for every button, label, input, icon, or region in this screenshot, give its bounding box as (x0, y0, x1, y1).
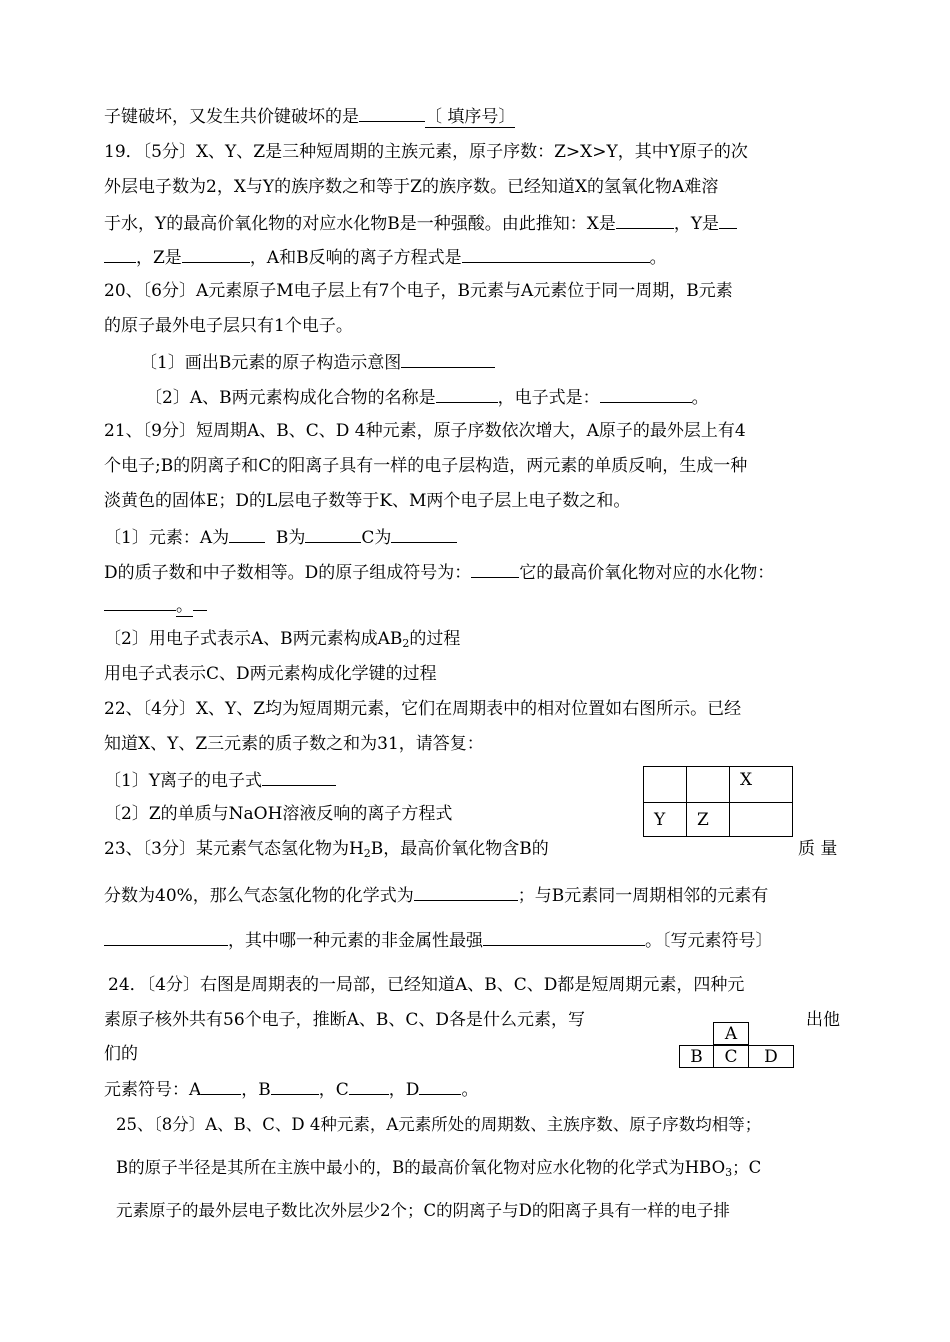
answer-blank[interactable] (719, 211, 737, 229)
text: 。 (691, 388, 709, 408)
text: 于水，Y的最高价氧化物的对应水化物B是一种强酸。由此推知：X是 (104, 214, 616, 234)
answer-blank[interactable] (462, 245, 650, 263)
q24-line-2-tail: 出他 (806, 1010, 840, 1030)
text: 的过程 (409, 629, 461, 649)
answer-blank[interactable] (414, 883, 518, 901)
text: D的质子数和中子数相等。D的原子组成符号为： (104, 563, 472, 583)
cell-text: C (724, 1046, 738, 1067)
answer-blank[interactable] (182, 245, 250, 263)
cell-z (687, 803, 730, 837)
text: 子键破坏，又发生共价键破坏的是 (104, 107, 359, 127)
q24-line-3: 们的 (104, 1044, 138, 1064)
answer-blank[interactable] (359, 104, 425, 122)
cell-d (749, 1046, 794, 1068)
text: ，D (388, 1080, 420, 1100)
q19-line-1: 19．〔5分〕X、Y、Z是三种短周期的主族元素，原子序数：Z>X>Y，其中Y原子的次 (104, 142, 748, 162)
text: 〔2〕A、B两元素构成化合物的名称是 (145, 388, 436, 408)
q21-line-5 (104, 560, 774, 584)
q22-line-3 (104, 768, 336, 792)
q23-line-1 (104, 838, 549, 865)
q19-line-4 (104, 245, 667, 269)
periodic-table-fragment-22 (643, 766, 793, 837)
text: ，A和B反响的离子方程式是 (249, 248, 462, 268)
q24-line-4 (104, 1077, 478, 1101)
answer-blank[interactable] (229, 525, 265, 543)
text: 〔1〕元素：A为 (104, 528, 230, 548)
answer-blank[interactable] (600, 385, 692, 403)
q20-line-3 (140, 350, 495, 374)
text: ，其中哪一种元素的非金属性最强 (228, 931, 483, 951)
q22-line-1: 22、〔4分〕X、Y、Z均为短周期元素，它们在周期表中的相对位置如右图所示。已经 (104, 699, 742, 719)
answer-blank[interactable] (201, 1077, 241, 1095)
cell-text: D (764, 1046, 778, 1067)
answer-blank[interactable] (471, 560, 519, 578)
cell (687, 767, 730, 803)
cell-x (730, 767, 793, 803)
text: B为 (275, 528, 306, 548)
q25-line-2 (116, 1157, 761, 1184)
q22-line-2: 知道X、Y、Z三元素的质子数之和为31，请答复： (104, 734, 484, 754)
answer-blank[interactable] (616, 211, 674, 229)
text: ，电子式是： (497, 388, 600, 408)
text: ，B (241, 1080, 271, 1100)
q21-line-1: 21、〔9分〕短周期A、B、C、D 4种元素，原子序数依次增大，A原子的最外层上有4 (104, 421, 746, 441)
cell (730, 803, 793, 837)
answer-blank[interactable] (483, 928, 645, 946)
text: ；与B元素同一周期相邻的元素有 (517, 886, 769, 906)
q25-line-3: 元素原子的最外层电子数比次外层少2个；C的阴离子与D的阳离子具有一样的电子排 (116, 1201, 730, 1220)
answer-blank[interactable] (419, 1077, 461, 1095)
text: 。〔写元素符号〕 (645, 931, 773, 951)
text: B，最高价氧化物含B的 (370, 839, 549, 859)
cell-text: Y (654, 809, 666, 830)
cell-a (714, 1023, 749, 1045)
text: 。 (176, 596, 193, 616)
cell-text: Z (697, 809, 709, 830)
text: ，Z是 (136, 248, 182, 268)
text: 元素符号：A (104, 1080, 202, 1100)
answer-blank[interactable] (436, 385, 498, 403)
text: 。 (461, 1080, 479, 1100)
text: 23、〔3分〕某元素气态氢化物为H (104, 839, 364, 859)
q23-line-3 (104, 928, 773, 952)
text: B的原子半径是其所在主族中最小的，B的最高价氧化物对应水化物的化学式为HBO (116, 1158, 726, 1177)
text: 〔1〕Y离子的电子式 (104, 771, 263, 791)
q20-line-4 (145, 385, 709, 409)
text: 〔1〕画出B元素的原子构造示意图 (140, 353, 402, 373)
answer-blank[interactable] (104, 928, 228, 946)
q21-line-8: 用电子式表示C、D两元素构成化学键的过程 (104, 664, 437, 684)
subscript: 2 (402, 637, 410, 650)
text: ；C (732, 1158, 762, 1177)
cell-b (680, 1046, 714, 1068)
answer-blank[interactable] (104, 593, 176, 611)
subscript: 3 (725, 1166, 733, 1179)
subscript: 2 (363, 847, 371, 860)
text: 它的最高价氧化物对应的水化物： (519, 563, 775, 583)
cell-text: X (740, 770, 753, 790)
cell-c (714, 1046, 749, 1068)
q20-line-1: 20、〔6分〕A元素原子M电子层上有7个电子，B元素与A元素位于同一周期，B元素 (104, 281, 733, 301)
text: 〔 填序号〕 (425, 107, 516, 127)
periodic-table-fragment-24-bottom (679, 1045, 794, 1068)
answer-blank[interactable] (262, 768, 336, 786)
q20-line-2: 的原子最外电子层只有1个电子。 (104, 316, 353, 336)
text: 。 (649, 248, 667, 268)
q19-line-3 (104, 211, 737, 235)
answer-blank[interactable] (193, 593, 207, 611)
q21-line-7 (104, 628, 460, 655)
periodic-table-fragment-24-top (713, 1022, 749, 1045)
carryover-line (104, 104, 515, 128)
answer-blank[interactable] (349, 1077, 389, 1095)
text: C为 (361, 528, 392, 548)
text: ，C (318, 1080, 349, 1100)
answer-blank[interactable] (401, 350, 495, 368)
q21-line-6 (104, 593, 207, 617)
cell-text: B (690, 1046, 703, 1067)
q21-line-4 (104, 525, 457, 549)
q21-line-2: 个电子;B的阴离子和C的阳离子具有一样的电子层构造，两元素的单质反响，生成一种 (104, 456, 748, 476)
q23-line-2 (104, 883, 768, 907)
q24-line-1: 24．〔4分〕右图是周期表的一局部，已经知道A、B、C、D都是短周期元素，四种元 (108, 975, 745, 995)
cell-text: A (724, 1023, 738, 1044)
answer-blank[interactable] (104, 245, 136, 263)
q23-line-1-tail: 质 量 (798, 839, 838, 859)
q22-line-4: 〔2〕Z的单质与NaOH溶液反响的离子方程式 (104, 804, 453, 824)
cell (644, 767, 687, 803)
q24-line-2: 素原子核外共有56个电子，推断A、B、C、D各是什么元素，写 (104, 1010, 586, 1030)
text: ，Y是 (673, 214, 720, 234)
answer-blank[interactable] (271, 1077, 319, 1095)
q21-line-3: 淡黄色的固体E；D的L层电子数等于K、M两个电子层上电子数之和。 (104, 491, 631, 511)
cell-y (644, 803, 687, 837)
q25-line-1: 25、〔8分〕A、B、C、D 4种元素，A元素所处的周期数、主族序数、原子序数均相等； (116, 1115, 762, 1134)
text: 分数为40%，那么气态氢化物的化学式为 (104, 886, 414, 906)
text: 〔2〕用电子式表示A、B两元素构成AB (104, 629, 403, 649)
q19-line-2: 外层电子数为2，X与Y的族序数之和等于Z的族序数。已经知道X的氢氧化物A难溶 (104, 177, 719, 197)
answer-blank[interactable] (305, 525, 361, 543)
answer-blank[interactable] (391, 525, 457, 543)
